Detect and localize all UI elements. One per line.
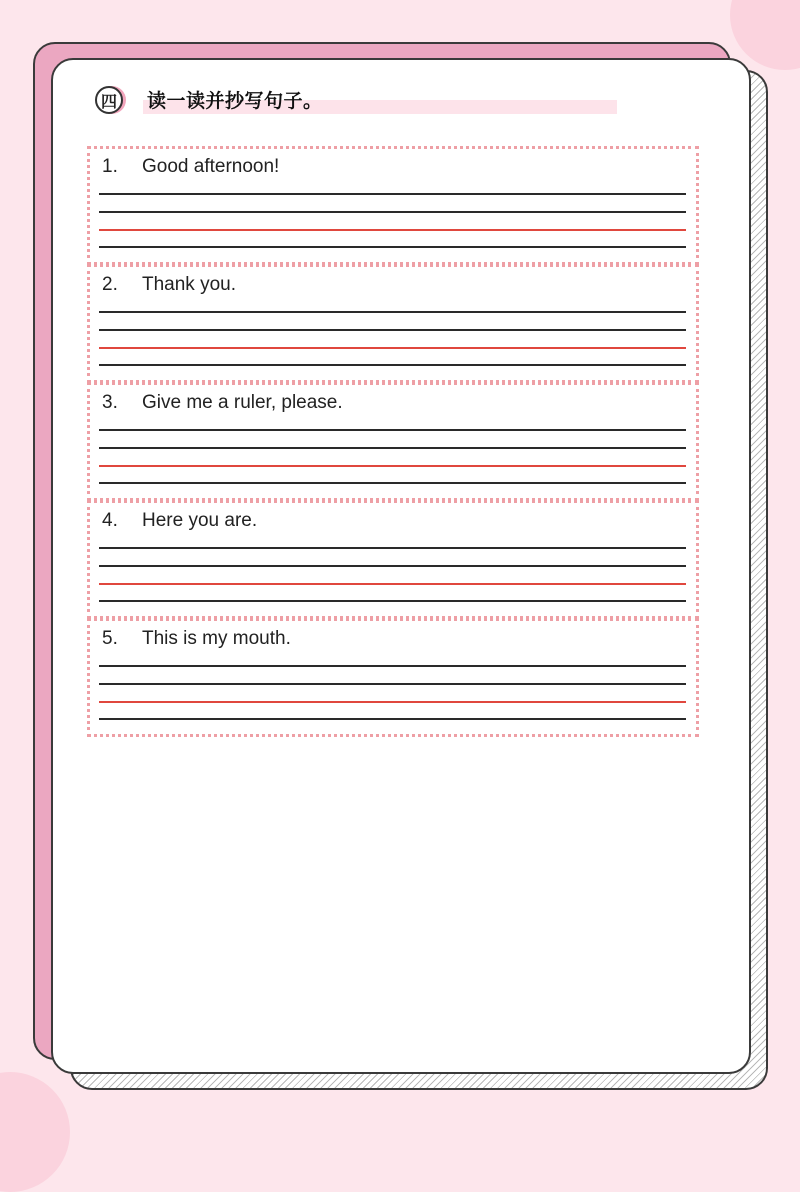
writing-line: [99, 447, 686, 449]
section-number-badge: 四: [95, 86, 123, 114]
exercise-row: [87, 382, 699, 501]
writing-baseline: [99, 347, 686, 349]
writing-line: [99, 482, 686, 484]
writing-line: [99, 600, 686, 602]
sentence-text: This is my mouth.: [142, 628, 291, 649]
exercise-row: [87, 146, 699, 265]
sentence-text: Thank you.: [142, 274, 236, 295]
writing-line: [99, 565, 686, 567]
writing-line: [99, 718, 686, 720]
writing-line: [99, 193, 686, 195]
decorative-circle-top-right: [730, 0, 800, 70]
writing-line: [99, 547, 686, 549]
writing-line: [99, 211, 686, 213]
sentence-text: Give me a ruler, please.: [142, 392, 343, 413]
item-number: 5.: [102, 628, 118, 649]
writing-line: [99, 429, 686, 431]
sentence-text: Good afternoon!: [142, 156, 280, 177]
decorative-circle-bottom-left: [0, 1072, 70, 1192]
writing-line: [99, 311, 686, 313]
writing-line: [99, 683, 686, 685]
copy-exercise: [87, 146, 699, 742]
writing-line: [99, 246, 686, 248]
exercise-row: [87, 500, 699, 619]
writing-line: [99, 665, 686, 667]
exercise-row: [87, 264, 699, 383]
item-number: 2.: [102, 274, 118, 295]
writing-line: [99, 364, 686, 366]
writing-baseline: [99, 701, 686, 703]
section-header: [93, 84, 623, 118]
writing-line: [99, 329, 686, 331]
item-number: 3.: [102, 392, 118, 413]
writing-baseline: [99, 465, 686, 467]
writing-baseline: [99, 583, 686, 585]
writing-baseline: [99, 229, 686, 231]
item-number: 4.: [102, 510, 118, 531]
exercise-row: [87, 618, 699, 737]
sentence-text: Here you are.: [142, 510, 258, 531]
section-title: 读一读并抄写句子。: [147, 90, 323, 112]
item-number: 1.: [102, 156, 118, 177]
